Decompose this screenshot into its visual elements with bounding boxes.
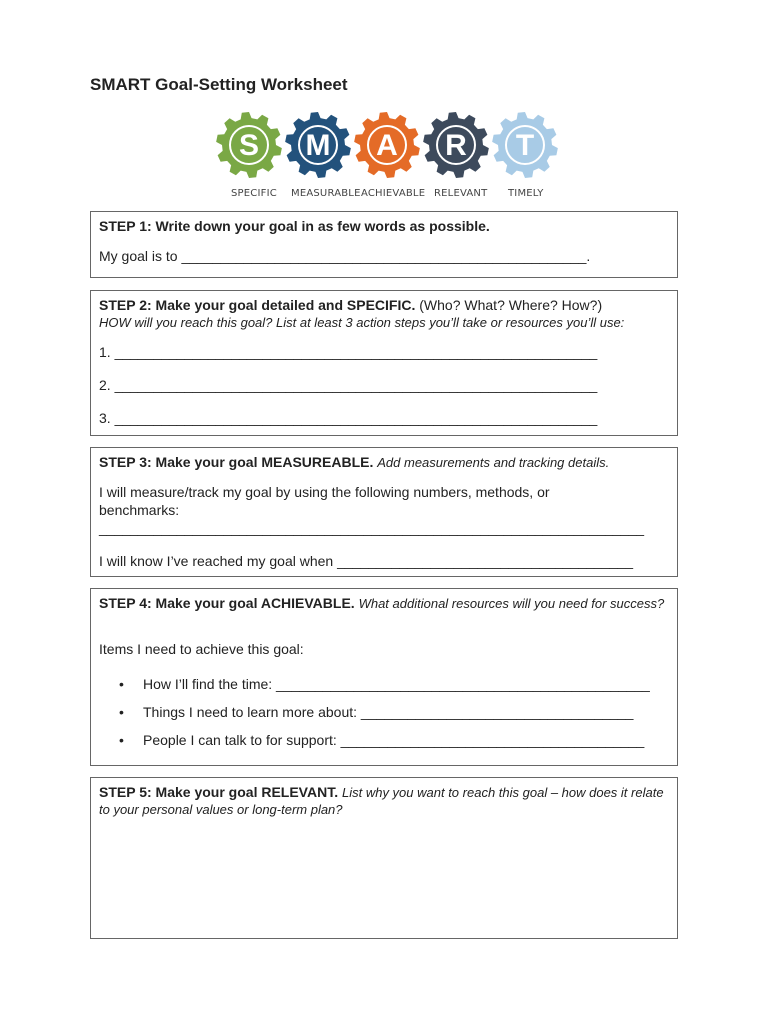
gear-m-icon xyxy=(283,110,353,182)
step4-heading: STEP 4: Make your goal ACHIEVABLE. xyxy=(99,595,355,611)
gear-caption: TIMELY xyxy=(508,188,544,199)
step1-goal-line[interactable]: My goal is to ____________________________________________________. xyxy=(99,248,591,264)
step4-box xyxy=(90,588,678,766)
step1-box xyxy=(90,211,678,278)
step2-heading: STEP 2: Make your goal detailed and SPECIFIC. xyxy=(99,297,416,313)
step3-instruction: Add measurements and tracking details. xyxy=(377,455,610,470)
step4-bullet-learn[interactable]: Things I need to learn more about: ___________________________________ xyxy=(143,704,634,720)
step5-box[interactable] xyxy=(90,777,678,939)
step3-reached-line[interactable]: I will know I’ve reached my goal when ______________________________________ xyxy=(99,553,633,569)
step2-instruction: HOW will you reach this goal? List at least 3 action steps you’ll take or resources you’ll use: xyxy=(99,315,625,330)
bullet-icon: • xyxy=(119,704,124,720)
gear-letter: T xyxy=(515,129,535,162)
step4-bullet-support[interactable]: People I can talk to for support: _______________________________________ xyxy=(143,732,645,748)
step5-heading: STEP 5: Make your goal RELEVANT. xyxy=(99,784,339,800)
step1-heading: STEP 1: Write down your goal in as few words as possible. xyxy=(99,218,490,234)
gear-letter: M xyxy=(305,129,331,162)
step3-text-1: I will measure/track my goal by using the following numbers, methods, or xyxy=(99,484,550,500)
gear-letter: A xyxy=(376,129,398,162)
step4-bullet-time[interactable]: How I’ll find the time: ________________________________________________ xyxy=(143,676,650,692)
gear-s-icon xyxy=(214,110,284,182)
bullet-icon: • xyxy=(119,676,124,692)
bullet-icon: • xyxy=(119,732,124,748)
step3-heading: STEP 3: Make your goal MEASUREABLE. xyxy=(99,454,374,470)
gear-letter: R xyxy=(445,129,467,162)
page-title: SMART Goal-Setting Worksheet xyxy=(90,75,348,94)
step2-line-1[interactable]: 1. ______________________________________________________________ xyxy=(99,344,598,360)
step5-instruction: List why you want to reach this goal – how does it relate to your personal values or long-term plan? xyxy=(99,785,664,817)
step2-heading-extra: (Who? What? Where? How?) xyxy=(419,297,603,313)
gear-caption: ACHIEVABLE xyxy=(361,188,426,199)
step3-text-2: benchmarks: xyxy=(99,502,180,518)
gear-letter: S xyxy=(238,129,260,162)
step2-box xyxy=(90,290,678,436)
gear-a-icon xyxy=(352,110,422,182)
gear-t-icon xyxy=(490,110,560,182)
smart-logo xyxy=(212,110,560,202)
gear-caption: MEASURABLE xyxy=(291,188,361,199)
gear-r-icon xyxy=(421,110,491,182)
step2-line-3[interactable]: 3. ______________________________________________________________ xyxy=(99,410,598,426)
step4-items-label: Items I need to achieve this goal: xyxy=(99,641,304,657)
step4-instruction: What additional resources will you need for success? xyxy=(358,596,665,611)
step3-box xyxy=(90,447,678,577)
step2-line-2[interactable]: 2. ______________________________________________________________ xyxy=(99,377,598,393)
gear-caption: SPECIFIC xyxy=(231,188,277,199)
gear-caption: RELEVANT xyxy=(434,188,488,199)
step3-measure-line[interactable]: ______________________________________________________________________ xyxy=(99,520,645,536)
